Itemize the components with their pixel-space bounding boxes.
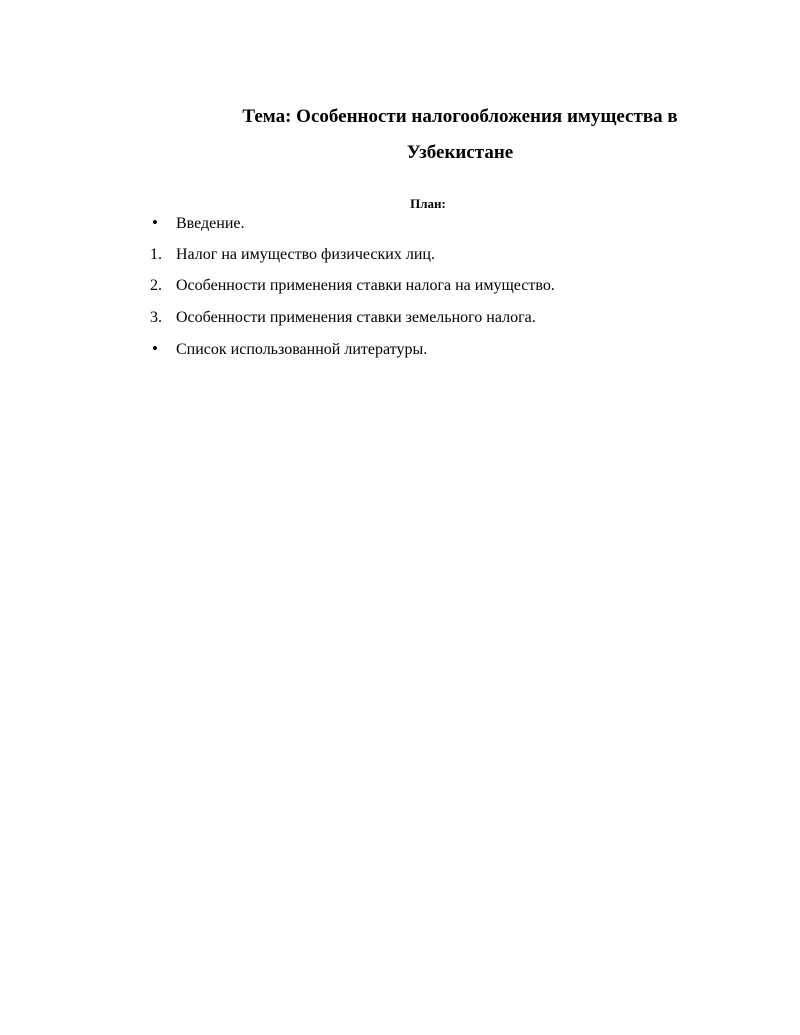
plan-heading: План: (410, 196, 446, 211)
plan-item-text: Особенности применения ставки земельного налога. (176, 308, 536, 326)
document-title-line-2: Узбекистане (406, 142, 514, 163)
number-marker: 1. (150, 245, 162, 263)
bullet-marker: • (152, 339, 158, 358)
document-title-line-1: Тема: Особенности налогообложения имущества в (242, 106, 678, 127)
plan-list (150, 212, 750, 370)
plan-item-text: Особенности применения ставки налога на имущество. (176, 277, 555, 294)
plan-item-3 (150, 307, 750, 339)
plan-item-introduction (150, 212, 750, 244)
plan-item-2 (150, 275, 750, 307)
bullet-marker: • (152, 213, 158, 232)
plan-item-text: Налог на имущество физических лиц. (176, 245, 435, 263)
plan-item-text: Введение. (176, 215, 245, 232)
plan-item-1 (150, 244, 750, 276)
plan-item-text: Список использованной литературы. (176, 341, 428, 358)
number-marker: 3. (150, 308, 162, 326)
plan-item-references (150, 338, 750, 370)
number-marker: 2. (150, 277, 162, 294)
